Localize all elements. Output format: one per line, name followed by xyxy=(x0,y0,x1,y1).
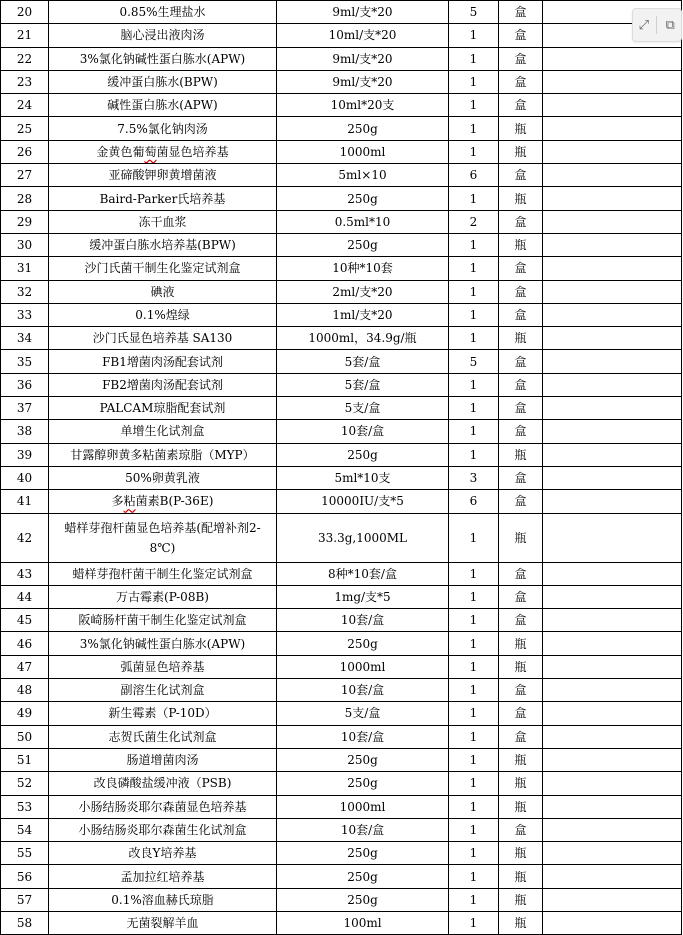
item-name: 亚碲酸钾卵黄增菌液 xyxy=(49,164,277,187)
item-name: 7.5%氯化钠肉汤 xyxy=(49,117,277,140)
item-name: 沙门氏菌干制生化鉴定试剂盒 xyxy=(49,257,277,280)
blank-cell xyxy=(543,70,682,93)
blank-cell xyxy=(543,562,682,585)
item-spec: 10ml*20支 xyxy=(277,94,449,117)
item-name: 0.1%煌绿 xyxy=(49,303,277,326)
table-row xyxy=(1,655,682,678)
item-quantity: 1 xyxy=(449,70,499,93)
item-unit: 盒 xyxy=(499,70,543,93)
blank-cell xyxy=(543,702,682,725)
toolbar-divider xyxy=(656,16,657,34)
row-number: 25 xyxy=(1,117,49,140)
item-unit: 盒 xyxy=(499,585,543,608)
blank-cell xyxy=(543,795,682,818)
table-row xyxy=(1,24,682,47)
item-unit: 盒 xyxy=(499,397,543,420)
item-unit: 盒 xyxy=(499,373,543,396)
blank-cell xyxy=(543,513,682,562)
row-number: 57 xyxy=(1,888,49,911)
blank-cell xyxy=(543,655,682,678)
item-quantity: 1 xyxy=(449,94,499,117)
table-row xyxy=(1,140,682,163)
item-spec: 250g xyxy=(277,187,449,210)
table-row xyxy=(1,327,682,350)
table-row xyxy=(1,513,682,562)
item-unit: 盒 xyxy=(499,725,543,748)
blank-cell xyxy=(543,350,682,373)
item-name: 0.1%溶血赫氏琼脂 xyxy=(49,888,277,911)
item-quantity: 1 xyxy=(449,24,499,47)
item-unit: 盒 xyxy=(499,280,543,303)
table-row xyxy=(1,94,682,117)
item-unit: 盒 xyxy=(499,420,543,443)
item-spec: 5套/盒 xyxy=(277,350,449,373)
item-name: 志贺氏菌生化试剂盒 xyxy=(49,725,277,748)
blank-cell xyxy=(543,911,682,934)
item-quantity: 2 xyxy=(449,210,499,233)
item-name: FB1增菌肉汤配套试剂 xyxy=(49,350,277,373)
item-unit: 盒 xyxy=(499,562,543,585)
item-spec: 5ml×10 xyxy=(277,164,449,187)
blank-cell xyxy=(543,303,682,326)
blank-cell xyxy=(543,117,682,140)
row-number: 33 xyxy=(1,303,49,326)
item-spec: 1000ml xyxy=(277,140,449,163)
item-quantity: 1 xyxy=(449,632,499,655)
item-quantity: 1 xyxy=(449,303,499,326)
item-spec: 250g xyxy=(277,888,449,911)
item-name: 冻干血浆 xyxy=(49,210,277,233)
table-row xyxy=(1,420,682,443)
item-name: 碘液 xyxy=(49,280,277,303)
item-unit: 瓶 xyxy=(499,748,543,771)
item-quantity: 1 xyxy=(449,772,499,795)
item-name: 缓冲蛋白胨水培养基(BPW) xyxy=(49,233,277,256)
item-name: 金黄色葡萄菌显色培养基 xyxy=(49,140,277,163)
item-spec: 9ml/支*20 xyxy=(277,47,449,70)
item-quantity: 1 xyxy=(449,187,499,210)
item-name: 碱性蛋白胨水(APW) xyxy=(49,94,277,117)
item-quantity: 1 xyxy=(449,679,499,702)
item-spec: 5套/盒 xyxy=(277,373,449,396)
item-name: 50%卵黄乳液 xyxy=(49,466,277,489)
item-quantity: 1 xyxy=(449,725,499,748)
item-spec: 8种*10套/盒 xyxy=(277,562,449,585)
item-name: 小肠结肠炎耶尔森菌显色培养基 xyxy=(49,795,277,818)
blank-cell xyxy=(543,818,682,841)
item-quantity: 1 xyxy=(449,257,499,280)
item-quantity: 6 xyxy=(449,490,499,513)
item-unit: 盒 xyxy=(499,490,543,513)
item-quantity: 1 xyxy=(449,280,499,303)
blank-cell xyxy=(543,397,682,420)
table-row xyxy=(1,865,682,888)
item-quantity: 5 xyxy=(449,350,499,373)
row-number: 39 xyxy=(1,443,49,466)
item-unit: 瓶 xyxy=(499,187,543,210)
item-unit: 盒 xyxy=(499,818,543,841)
item-spec: 1mg/支*5 xyxy=(277,585,449,608)
item-unit: 盒 xyxy=(499,94,543,117)
row-number: 47 xyxy=(1,655,49,678)
item-name: 单增生化试剂盒 xyxy=(49,420,277,443)
item-unit: 瓶 xyxy=(499,865,543,888)
blank-cell xyxy=(543,233,682,256)
blank-cell xyxy=(543,888,682,911)
item-spec: 1000ml，34.9g/瓶 xyxy=(277,327,449,350)
table-row xyxy=(1,117,682,140)
item-quantity: 1 xyxy=(449,562,499,585)
item-unit: 盒 xyxy=(499,466,543,489)
blank-cell xyxy=(543,210,682,233)
item-unit: 瓶 xyxy=(499,632,543,655)
item-spec: 250g xyxy=(277,632,449,655)
item-unit: 盒 xyxy=(499,164,543,187)
item-name: Baird-Parker氏培养基 xyxy=(49,187,277,210)
supply-table-body xyxy=(1,1,682,935)
item-unit: 瓶 xyxy=(499,327,543,350)
blank-cell xyxy=(543,47,682,70)
blank-cell xyxy=(543,373,682,396)
item-unit: 盒 xyxy=(499,350,543,373)
item-unit: 盒 xyxy=(499,303,543,326)
row-number: 32 xyxy=(1,280,49,303)
item-spec: 9ml/支*20 xyxy=(277,70,449,93)
item-spec: 10套/盒 xyxy=(277,679,449,702)
item-unit: 盒 xyxy=(499,679,543,702)
blank-cell xyxy=(543,420,682,443)
item-spec: 10套/盒 xyxy=(277,818,449,841)
row-number: 41 xyxy=(1,490,49,513)
item-unit: 瓶 xyxy=(499,140,543,163)
item-spec: 5支/盒 xyxy=(277,702,449,725)
item-spec: 10种*10套 xyxy=(277,257,449,280)
row-number: 36 xyxy=(1,373,49,396)
item-name: FB2增菌肉汤配套试剂 xyxy=(49,373,277,396)
item-quantity: 1 xyxy=(449,818,499,841)
item-spec: 33.3g,1000ML xyxy=(277,513,449,562)
item-quantity: 1 xyxy=(449,609,499,632)
table-row xyxy=(1,443,682,466)
item-name: 甘露醇卵黄多粘菌素琼脂（MYP） xyxy=(49,443,277,466)
row-number: 46 xyxy=(1,632,49,655)
row-number: 56 xyxy=(1,865,49,888)
blank-cell xyxy=(543,679,682,702)
item-unit: 瓶 xyxy=(499,233,543,256)
blank-cell xyxy=(543,280,682,303)
item-unit: 瓶 xyxy=(499,795,543,818)
item-quantity: 1 xyxy=(449,513,499,562)
item-quantity: 1 xyxy=(449,795,499,818)
row-number: 20 xyxy=(1,1,49,24)
item-unit: 瓶 xyxy=(499,513,543,562)
item-spec: 1000ml xyxy=(277,655,449,678)
item-quantity: 1 xyxy=(449,397,499,420)
row-number: 51 xyxy=(1,748,49,771)
item-spec: 10套/盒 xyxy=(277,420,449,443)
item-name: 改良Y培养基 xyxy=(49,842,277,865)
table-row xyxy=(1,47,682,70)
blank-cell xyxy=(543,327,682,350)
table-row xyxy=(1,257,682,280)
item-unit: 盒 xyxy=(499,257,543,280)
expand-icon[interactable]: ⤢ xyxy=(638,17,650,33)
item-spec: 5支/盒 xyxy=(277,397,449,420)
row-number: 27 xyxy=(1,164,49,187)
item-unit: 盒 xyxy=(499,47,543,70)
table-row xyxy=(1,70,682,93)
blank-cell xyxy=(543,94,682,117)
table-row xyxy=(1,562,682,585)
table-row xyxy=(1,748,682,771)
blank-cell xyxy=(543,443,682,466)
item-name: 改良磷酸盐缓冲液（PSB) xyxy=(49,772,277,795)
item-quantity: 1 xyxy=(449,702,499,725)
row-number: 23 xyxy=(1,70,49,93)
blank-cell xyxy=(543,865,682,888)
table-row xyxy=(1,280,682,303)
item-unit: 盒 xyxy=(499,1,543,24)
item-quantity: 1 xyxy=(449,655,499,678)
table-row xyxy=(1,888,682,911)
blank-cell xyxy=(543,140,682,163)
blank-cell xyxy=(543,490,682,513)
row-number: 30 xyxy=(1,233,49,256)
row-number: 55 xyxy=(1,842,49,865)
item-quantity: 5 xyxy=(449,1,499,24)
row-number: 31 xyxy=(1,257,49,280)
row-number: 58 xyxy=(1,911,49,934)
item-name: 多粘菌素B(P-36E) xyxy=(49,490,277,513)
item-unit: 瓶 xyxy=(499,911,543,934)
item-name: 新生霉素（P-10D） xyxy=(49,702,277,725)
item-name: 阪崎肠杆菌干制生化鉴定试剂盒 xyxy=(49,609,277,632)
blank-cell xyxy=(543,842,682,865)
item-spec: 100ml xyxy=(277,911,449,934)
table-row xyxy=(1,397,682,420)
row-number: 34 xyxy=(1,327,49,350)
item-spec: 5ml*10支 xyxy=(277,466,449,489)
table-row xyxy=(1,164,682,187)
row-number: 54 xyxy=(1,818,49,841)
item-spec: 250g xyxy=(277,443,449,466)
table-row xyxy=(1,373,682,396)
table-row xyxy=(1,911,682,934)
table-row xyxy=(1,233,682,256)
blank-cell xyxy=(543,772,682,795)
item-spec: 9ml/支*20 xyxy=(277,1,449,24)
item-name: 蜡样芽孢杆菌显色培养基(配增补剂2-8℃) xyxy=(49,513,277,562)
item-spec: 250g xyxy=(277,865,449,888)
item-spec: 10套/盒 xyxy=(277,725,449,748)
item-quantity: 1 xyxy=(449,443,499,466)
item-spec: 250g xyxy=(277,117,449,140)
row-number: 21 xyxy=(1,24,49,47)
table-row xyxy=(1,772,682,795)
copy-icon[interactable]: ⧉ xyxy=(665,17,675,33)
item-name: 小肠结肠炎耶尔森菌生化试剂盒 xyxy=(49,818,277,841)
item-unit: 盒 xyxy=(499,24,543,47)
item-name: 缓冲蛋白胨水(BPW) xyxy=(49,70,277,93)
table-row xyxy=(1,585,682,608)
table-row xyxy=(1,490,682,513)
item-unit: 瓶 xyxy=(499,443,543,466)
row-number: 37 xyxy=(1,397,49,420)
item-spec: 250g xyxy=(277,748,449,771)
row-number: 24 xyxy=(1,94,49,117)
item-name: 沙门氏显色培养基 SA130 xyxy=(49,327,277,350)
blank-cell xyxy=(543,257,682,280)
table-row xyxy=(1,466,682,489)
row-number: 43 xyxy=(1,562,49,585)
item-unit: 盒 xyxy=(499,702,543,725)
row-number: 40 xyxy=(1,466,49,489)
table-row xyxy=(1,818,682,841)
table-row xyxy=(1,609,682,632)
table-row xyxy=(1,725,682,748)
item-name: 弧菌显色培养基 xyxy=(49,655,277,678)
item-spec: 2ml/支*20 xyxy=(277,280,449,303)
item-name: 无菌裂解羊血 xyxy=(49,911,277,934)
item-quantity: 1 xyxy=(449,47,499,70)
item-name: 0.85%生理盐水 xyxy=(49,1,277,24)
item-name: 3%氯化钠碱性蛋白胨水(APW) xyxy=(49,632,277,655)
table-row xyxy=(1,795,682,818)
item-name: 蜡样芽孢杆菌干制生化鉴定试剂盒 xyxy=(49,562,277,585)
row-number: 29 xyxy=(1,210,49,233)
item-unit: 瓶 xyxy=(499,772,543,795)
table-row xyxy=(1,679,682,702)
item-spec: 250g xyxy=(277,233,449,256)
item-spec: 250g xyxy=(277,772,449,795)
table-row xyxy=(1,350,682,373)
item-quantity: 1 xyxy=(449,888,499,911)
row-number: 44 xyxy=(1,585,49,608)
item-quantity: 1 xyxy=(449,865,499,888)
item-unit: 瓶 xyxy=(499,842,543,865)
item-quantity: 1 xyxy=(449,585,499,608)
item-spec: 1ml/支*20 xyxy=(277,303,449,326)
item-spec: 10000IU/支*5 xyxy=(277,490,449,513)
item-quantity: 1 xyxy=(449,842,499,865)
item-quantity: 1 xyxy=(449,420,499,443)
item-spec: 0.5ml*10 xyxy=(277,210,449,233)
item-name: 副溶生化试剂盒 xyxy=(49,679,277,702)
blank-cell xyxy=(543,748,682,771)
item-quantity: 1 xyxy=(449,327,499,350)
item-quantity: 1 xyxy=(449,748,499,771)
item-spec: 10套/盒 xyxy=(277,609,449,632)
item-quantity: 1 xyxy=(449,117,499,140)
item-name: 万古霉素(P-08B) xyxy=(49,585,277,608)
item-quantity: 6 xyxy=(449,164,499,187)
item-quantity: 3 xyxy=(449,466,499,489)
blank-cell xyxy=(543,164,682,187)
table-row xyxy=(1,1,682,24)
row-number: 49 xyxy=(1,702,49,725)
item-spec: 250g xyxy=(277,842,449,865)
blank-cell xyxy=(543,466,682,489)
item-spec: 10ml/支*20 xyxy=(277,24,449,47)
row-number: 50 xyxy=(1,725,49,748)
item-unit: 盒 xyxy=(499,210,543,233)
item-name: PALCAM琼脂配套试剂 xyxy=(49,397,277,420)
row-number: 42 xyxy=(1,513,49,562)
row-number: 26 xyxy=(1,140,49,163)
blank-cell xyxy=(543,585,682,608)
item-name: 肠道增菌肉汤 xyxy=(49,748,277,771)
table-row xyxy=(1,842,682,865)
row-number: 45 xyxy=(1,609,49,632)
row-number: 35 xyxy=(1,350,49,373)
blank-cell xyxy=(543,609,682,632)
row-number: 48 xyxy=(1,679,49,702)
table-row xyxy=(1,702,682,725)
item-quantity: 1 xyxy=(449,233,499,256)
table-row xyxy=(1,303,682,326)
table-row xyxy=(1,210,682,233)
table-row xyxy=(1,632,682,655)
item-unit: 瓶 xyxy=(499,655,543,678)
item-unit: 瓶 xyxy=(499,888,543,911)
item-quantity: 1 xyxy=(449,140,499,163)
item-name: 脑心浸出液肉汤 xyxy=(49,24,277,47)
blank-cell xyxy=(543,632,682,655)
row-number: 22 xyxy=(1,47,49,70)
blank-cell xyxy=(543,725,682,748)
row-number: 53 xyxy=(1,795,49,818)
item-quantity: 1 xyxy=(449,911,499,934)
floating-toolbar[interactable] xyxy=(632,8,682,42)
row-number: 28 xyxy=(1,187,49,210)
row-number: 38 xyxy=(1,420,49,443)
table-row xyxy=(1,187,682,210)
item-unit: 盒 xyxy=(499,609,543,632)
blank-cell xyxy=(543,187,682,210)
item-unit: 瓶 xyxy=(499,117,543,140)
item-quantity: 1 xyxy=(449,373,499,396)
item-name: 孟加拉红培养基 xyxy=(49,865,277,888)
item-spec: 1000ml xyxy=(277,795,449,818)
item-name: 3%氯化钠碱性蛋白胨水(APW) xyxy=(49,47,277,70)
row-number: 52 xyxy=(1,772,49,795)
